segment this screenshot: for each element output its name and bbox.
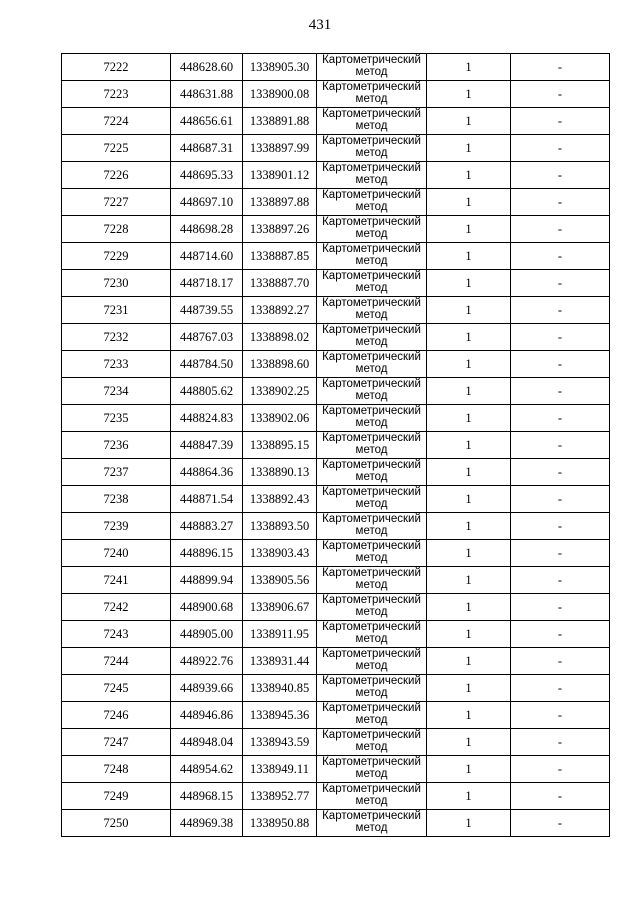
accuracy-cell: 1 <box>427 702 511 729</box>
x-coordinate-cell: 448784.50 <box>171 351 243 378</box>
method-cell <box>317 513 427 540</box>
method-cell <box>317 756 427 783</box>
y-coordinate-cell: 1338893.50 <box>243 513 317 540</box>
point-number-cell: 7229 <box>62 243 171 270</box>
method-cell <box>317 621 427 648</box>
y-coordinate-cell: 1338943.59 <box>243 729 317 756</box>
method-cell <box>317 486 427 513</box>
method-line-1: Картометрический <box>322 324 421 336</box>
table-row <box>62 324 610 351</box>
point-number-cell: 7237 <box>62 459 171 486</box>
y-coordinate-cell: 1338931.44 <box>243 648 317 675</box>
accuracy-cell: 1 <box>427 405 511 432</box>
coordinates-table <box>61 53 610 837</box>
x-coordinate-cell: 448767.03 <box>171 324 243 351</box>
table-row <box>62 459 610 486</box>
x-coordinate-cell: 448948.04 <box>171 729 243 756</box>
x-coordinate-cell: 448698.28 <box>171 216 243 243</box>
table-row <box>62 486 610 513</box>
accuracy-cell: 1 <box>427 324 511 351</box>
method-line-2: метод <box>355 283 388 294</box>
table-row <box>62 540 610 567</box>
point-number-cell: 7235 <box>62 405 171 432</box>
y-coordinate-cell: 1338898.02 <box>243 324 317 351</box>
table-row <box>62 405 610 432</box>
accuracy-cell: 1 <box>427 486 511 513</box>
method-line-1: Картометрический <box>322 540 421 552</box>
table-row <box>62 675 610 702</box>
accuracy-cell: 1 <box>427 621 511 648</box>
table-row <box>62 513 610 540</box>
method-line-2: метод <box>355 445 388 456</box>
method-line-1: Картометрический <box>322 810 421 822</box>
point-number-cell: 7224 <box>62 108 171 135</box>
method-cell <box>317 189 427 216</box>
table-row <box>62 810 610 837</box>
method-cell <box>317 162 427 189</box>
table-row <box>62 729 610 756</box>
x-coordinate-cell: 448847.39 <box>171 432 243 459</box>
x-coordinate-cell: 448922.76 <box>171 648 243 675</box>
table-row <box>62 81 610 108</box>
point-number-cell: 7228 <box>62 216 171 243</box>
y-coordinate-cell: 1338892.43 <box>243 486 317 513</box>
y-coordinate-cell: 1338911.95 <box>243 621 317 648</box>
point-number-cell: 7246 <box>62 702 171 729</box>
point-number-cell: 7232 <box>62 324 171 351</box>
method-cell <box>317 108 427 135</box>
note-cell: - <box>511 540 610 567</box>
accuracy-cell: 1 <box>427 81 511 108</box>
y-coordinate-cell: 1338897.99 <box>243 135 317 162</box>
table-row <box>62 378 610 405</box>
method-line-1: Картометрический <box>322 432 421 444</box>
method-line-2: метод <box>355 661 388 672</box>
note-cell: - <box>511 216 610 243</box>
note-cell: - <box>511 621 610 648</box>
accuracy-cell: 1 <box>427 297 511 324</box>
method-line-1: Картометрический <box>322 243 421 255</box>
x-coordinate-cell: 448864.36 <box>171 459 243 486</box>
accuracy-cell: 1 <box>427 243 511 270</box>
method-cell <box>317 54 427 81</box>
point-number-cell: 7244 <box>62 648 171 675</box>
method-line-2: метод <box>355 769 388 780</box>
point-number-cell: 7245 <box>62 675 171 702</box>
method-line-2: метод <box>355 364 388 375</box>
table-row <box>62 783 610 810</box>
accuracy-cell: 1 <box>427 756 511 783</box>
x-coordinate-cell: 448883.27 <box>171 513 243 540</box>
point-number-cell: 7234 <box>62 378 171 405</box>
y-coordinate-cell: 1338892.27 <box>243 297 317 324</box>
table-row <box>62 351 610 378</box>
y-coordinate-cell: 1338950.88 <box>243 810 317 837</box>
method-cell <box>317 270 427 297</box>
y-coordinate-cell: 1338900.08 <box>243 81 317 108</box>
table-row <box>62 216 610 243</box>
method-line-2: метод <box>355 688 388 699</box>
y-coordinate-cell: 1338902.25 <box>243 378 317 405</box>
y-coordinate-cell: 1338891.88 <box>243 108 317 135</box>
method-line-2: метод <box>355 823 388 834</box>
method-cell <box>317 810 427 837</box>
method-line-2: метод <box>355 553 388 564</box>
point-number-cell: 7247 <box>62 729 171 756</box>
accuracy-cell: 1 <box>427 432 511 459</box>
note-cell: - <box>511 675 610 702</box>
method-line-1: Картометрический <box>322 567 421 579</box>
method-line-2: метод <box>355 148 388 159</box>
note-cell: - <box>511 567 610 594</box>
note-cell: - <box>511 162 610 189</box>
accuracy-cell: 1 <box>427 810 511 837</box>
accuracy-cell: 1 <box>427 729 511 756</box>
note-cell: - <box>511 351 610 378</box>
x-coordinate-cell: 448631.88 <box>171 81 243 108</box>
note-cell: - <box>511 648 610 675</box>
method-cell <box>317 81 427 108</box>
table-row <box>62 756 610 783</box>
x-coordinate-cell: 448905.00 <box>171 621 243 648</box>
table-row <box>62 621 610 648</box>
table-row <box>62 297 610 324</box>
accuracy-cell: 1 <box>427 351 511 378</box>
note-cell: - <box>511 270 610 297</box>
point-number-cell: 7239 <box>62 513 171 540</box>
accuracy-cell: 1 <box>427 648 511 675</box>
method-line-2: метод <box>355 94 388 105</box>
accuracy-cell: 1 <box>427 54 511 81</box>
point-number-cell: 7236 <box>62 432 171 459</box>
method-cell <box>317 783 427 810</box>
method-line-2: метод <box>355 607 388 618</box>
point-number-cell: 7241 <box>62 567 171 594</box>
method-line-1: Картометрический <box>322 756 421 768</box>
note-cell: - <box>511 54 610 81</box>
method-cell <box>317 675 427 702</box>
x-coordinate-cell: 448954.62 <box>171 756 243 783</box>
accuracy-cell: 1 <box>427 216 511 243</box>
method-cell <box>317 459 427 486</box>
method-line-1: Картометрический <box>322 81 421 93</box>
x-coordinate-cell: 448969.38 <box>171 810 243 837</box>
method-cell <box>317 594 427 621</box>
note-cell: - <box>511 378 610 405</box>
method-line-1: Картометрический <box>322 594 421 606</box>
method-line-2: метод <box>355 472 388 483</box>
note-cell: - <box>511 783 610 810</box>
method-line-2: метод <box>355 634 388 645</box>
y-coordinate-cell: 1338952.77 <box>243 783 317 810</box>
method-line-2: метод <box>355 715 388 726</box>
x-coordinate-cell: 448628.60 <box>171 54 243 81</box>
note-cell: - <box>511 810 610 837</box>
point-number-cell: 7227 <box>62 189 171 216</box>
table-row <box>62 108 610 135</box>
y-coordinate-cell: 1338945.36 <box>243 702 317 729</box>
method-line-2: метод <box>355 256 388 267</box>
method-line-1: Картометрический <box>322 513 421 525</box>
table-row <box>62 648 610 675</box>
y-coordinate-cell: 1338895.15 <box>243 432 317 459</box>
method-line-2: метод <box>355 175 388 186</box>
method-cell <box>317 540 427 567</box>
table-row <box>62 54 610 81</box>
x-coordinate-cell: 448687.31 <box>171 135 243 162</box>
note-cell: - <box>511 108 610 135</box>
table-row <box>62 567 610 594</box>
table-row <box>62 702 610 729</box>
accuracy-cell: 1 <box>427 189 511 216</box>
y-coordinate-cell: 1338887.70 <box>243 270 317 297</box>
table-row <box>62 162 610 189</box>
point-number-cell: 7242 <box>62 594 171 621</box>
accuracy-cell: 1 <box>427 459 511 486</box>
method-cell <box>317 432 427 459</box>
x-coordinate-cell: 448656.61 <box>171 108 243 135</box>
table-row <box>62 270 610 297</box>
x-coordinate-cell: 448939.66 <box>171 675 243 702</box>
note-cell: - <box>511 702 610 729</box>
y-coordinate-cell: 1338897.88 <box>243 189 317 216</box>
y-coordinate-cell: 1338901.12 <box>243 162 317 189</box>
point-number-cell: 7226 <box>62 162 171 189</box>
table-row <box>62 594 610 621</box>
x-coordinate-cell: 448824.83 <box>171 405 243 432</box>
point-number-cell: 7233 <box>62 351 171 378</box>
method-line-2: метод <box>355 526 388 537</box>
point-number-cell: 7223 <box>62 81 171 108</box>
method-line-1: Картометрический <box>322 621 421 633</box>
method-cell <box>317 567 427 594</box>
table-row <box>62 243 610 270</box>
accuracy-cell: 1 <box>427 108 511 135</box>
point-number-cell: 7225 <box>62 135 171 162</box>
y-coordinate-cell: 1338897.26 <box>243 216 317 243</box>
table-row <box>62 432 610 459</box>
point-number-cell: 7222 <box>62 54 171 81</box>
y-coordinate-cell: 1338902.06 <box>243 405 317 432</box>
accuracy-cell: 1 <box>427 567 511 594</box>
method-line-1: Картометрический <box>322 783 421 795</box>
x-coordinate-cell: 448697.10 <box>171 189 243 216</box>
accuracy-cell: 1 <box>427 378 511 405</box>
y-coordinate-cell: 1338903.43 <box>243 540 317 567</box>
note-cell: - <box>511 243 610 270</box>
point-number-cell: 7250 <box>62 810 171 837</box>
page-number: 431 <box>308 17 332 33</box>
x-coordinate-cell: 448899.94 <box>171 567 243 594</box>
method-cell <box>317 324 427 351</box>
point-number-cell: 7248 <box>62 756 171 783</box>
method-cell <box>317 216 427 243</box>
method-line-2: метод <box>355 796 388 807</box>
point-number-cell: 7230 <box>62 270 171 297</box>
note-cell: - <box>511 432 610 459</box>
method-line-2: метод <box>355 418 388 429</box>
note-cell: - <box>511 729 610 756</box>
method-cell <box>317 297 427 324</box>
y-coordinate-cell: 1338906.67 <box>243 594 317 621</box>
y-coordinate-cell: 1338890.13 <box>243 459 317 486</box>
y-coordinate-cell: 1338949.11 <box>243 756 317 783</box>
method-line-1: Картометрический <box>322 405 421 417</box>
note-cell: - <box>511 135 610 162</box>
accuracy-cell: 1 <box>427 783 511 810</box>
method-line-2: метод <box>355 742 388 753</box>
accuracy-cell: 1 <box>427 270 511 297</box>
method-line-1: Картометрический <box>322 729 421 741</box>
method-line-1: Картометрический <box>322 702 421 714</box>
method-line-2: метод <box>355 337 388 348</box>
method-line-2: метод <box>355 202 388 213</box>
method-line-1: Картометрический <box>322 378 421 390</box>
y-coordinate-cell: 1338898.60 <box>243 351 317 378</box>
note-cell: - <box>511 513 610 540</box>
x-coordinate-cell: 448695.33 <box>171 162 243 189</box>
method-cell <box>317 351 427 378</box>
accuracy-cell: 1 <box>427 675 511 702</box>
note-cell: - <box>511 594 610 621</box>
x-coordinate-cell: 448718.17 <box>171 270 243 297</box>
point-number-cell: 7231 <box>62 297 171 324</box>
method-line-1: Картометрический <box>322 459 421 471</box>
note-cell: - <box>511 486 610 513</box>
method-cell <box>317 729 427 756</box>
method-line-1: Картометрический <box>322 189 421 201</box>
method-cell <box>317 243 427 270</box>
method-line-2: метод <box>355 121 388 132</box>
x-coordinate-cell: 448805.62 <box>171 378 243 405</box>
x-coordinate-cell: 448900.68 <box>171 594 243 621</box>
method-cell <box>317 702 427 729</box>
x-coordinate-cell: 448896.15 <box>171 540 243 567</box>
accuracy-cell: 1 <box>427 135 511 162</box>
method-line-1: Картометрический <box>322 54 421 66</box>
method-line-1: Картометрический <box>322 648 421 660</box>
accuracy-cell: 1 <box>427 540 511 567</box>
table-row <box>62 135 610 162</box>
x-coordinate-cell: 448871.54 <box>171 486 243 513</box>
method-line-2: метод <box>355 229 388 240</box>
x-coordinate-cell: 448739.55 <box>171 297 243 324</box>
method-line-1: Картометрический <box>322 297 421 309</box>
point-number-cell: 7238 <box>62 486 171 513</box>
method-cell <box>317 378 427 405</box>
note-cell: - <box>511 756 610 783</box>
table-row <box>62 189 610 216</box>
note-cell: - <box>511 189 610 216</box>
note-cell: - <box>511 405 610 432</box>
x-coordinate-cell: 448714.60 <box>171 243 243 270</box>
method-line-2: метод <box>355 310 388 321</box>
note-cell: - <box>511 459 610 486</box>
method-cell <box>317 648 427 675</box>
y-coordinate-cell: 1338887.85 <box>243 243 317 270</box>
note-cell: - <box>511 324 610 351</box>
table-body <box>62 54 610 837</box>
method-cell <box>317 405 427 432</box>
note-cell: - <box>511 81 610 108</box>
method-line-1: Картометрический <box>322 135 421 147</box>
method-cell <box>317 135 427 162</box>
method-line-1: Картометрический <box>322 351 421 363</box>
y-coordinate-cell: 1338940.85 <box>243 675 317 702</box>
point-number-cell: 7249 <box>62 783 171 810</box>
method-line-1: Картометрический <box>322 486 421 498</box>
note-cell: - <box>511 297 610 324</box>
y-coordinate-cell: 1338905.30 <box>243 54 317 81</box>
x-coordinate-cell: 448968.15 <box>171 783 243 810</box>
point-number-cell: 7240 <box>62 540 171 567</box>
method-line-1: Картометрический <box>322 270 421 282</box>
method-line-2: метод <box>355 499 388 510</box>
method-line-2: метод <box>355 580 388 591</box>
method-line-2: метод <box>355 391 388 402</box>
accuracy-cell: 1 <box>427 594 511 621</box>
method-line-2: метод <box>355 67 388 78</box>
x-coordinate-cell: 448946.86 <box>171 702 243 729</box>
accuracy-cell: 1 <box>427 513 511 540</box>
method-line-1: Картометрический <box>322 216 421 228</box>
method-line-1: Картометрический <box>322 162 421 174</box>
accuracy-cell: 1 <box>427 162 511 189</box>
method-line-1: Картометрический <box>322 108 421 120</box>
y-coordinate-cell: 1338905.56 <box>243 567 317 594</box>
method-line-1: Картометрический <box>322 675 421 687</box>
point-number-cell: 7243 <box>62 621 171 648</box>
